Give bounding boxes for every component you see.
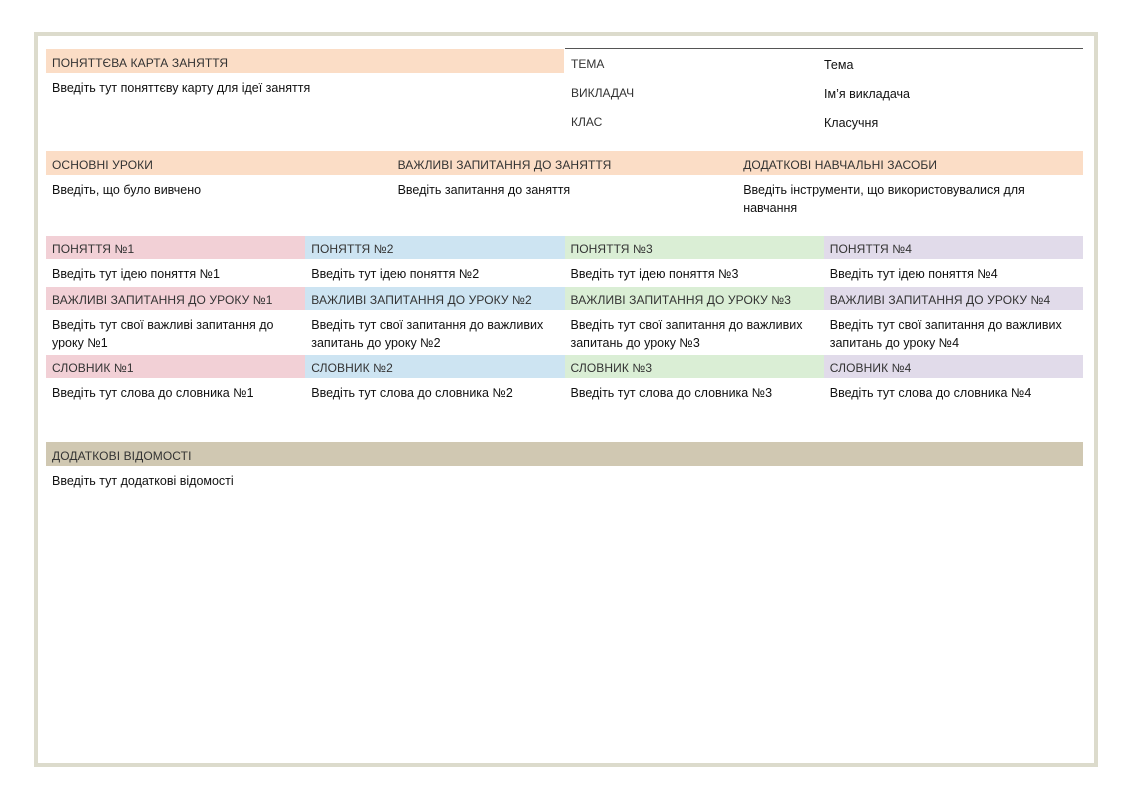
lesson-questions-title: ВАЖЛИВІ ЗАПИТАННЯ ДО УРОКУ №3 bbox=[565, 287, 824, 310]
concept-column-1 bbox=[46, 236, 305, 406]
lesson-questions-body[interactable]: Введіть тут свої запитання до важливих запитань до уроку №4 bbox=[829, 318, 1062, 350]
concepts-grid bbox=[46, 236, 1083, 406]
class-label: КЛАС bbox=[571, 115, 603, 129]
lesson-questions-title: ВАЖЛИВІ ЗАПИТАННЯ ДО УРОКУ №4 bbox=[824, 287, 1083, 310]
concept-column-3 bbox=[565, 236, 824, 406]
extra-resources-title: ДОДАТКОВІ НАВЧАЛЬНІ ЗАСОБИ bbox=[737, 151, 1083, 175]
additional-info-body[interactable]: Введіть тут додаткові відомості bbox=[52, 474, 234, 488]
extra-resources-column bbox=[737, 151, 1083, 217]
concept-body[interactable]: Введіть тут ідею поняття №3 bbox=[570, 267, 739, 281]
concept-title: ПОНЯТТЯ №1 bbox=[46, 236, 305, 259]
concept-column-2 bbox=[305, 236, 564, 406]
vocabulary-body[interactable]: Введіть тут слова до словника №4 bbox=[829, 386, 1032, 400]
concept-title: ПОНЯТТЯ №2 bbox=[305, 236, 564, 259]
lesson-questions-body[interactable]: Введіть тут свої запитання до важливих запитань до уроку №2 bbox=[311, 318, 544, 350]
concept-column-4 bbox=[824, 236, 1083, 406]
concept-body[interactable]: Введіть тут ідею поняття №1 bbox=[52, 267, 220, 281]
overview-section bbox=[46, 151, 1083, 217]
vocabulary-body[interactable]: Введіть тут слова до словника №2 bbox=[311, 386, 513, 400]
topic-label: ТЕМА bbox=[571, 57, 605, 71]
class-value[interactable]: Класучня bbox=[824, 116, 879, 130]
meta-row-class bbox=[565, 107, 1083, 136]
concept-title: ПОНЯТТЯ №3 bbox=[565, 236, 824, 259]
additional-info-section bbox=[46, 442, 1083, 490]
topic-value[interactable]: Тема bbox=[824, 58, 854, 72]
key-questions-column bbox=[392, 151, 738, 217]
additional-info-title: ДОДАТКОВІ ВІДОМОСТІ bbox=[46, 442, 1083, 466]
lesson-questions-title: ВАЖЛИВІ ЗАПИТАННЯ ДО УРОКУ №1 bbox=[46, 287, 305, 310]
lesson-questions-body[interactable]: Введіть тут свої важливі запитання до уроку №1 bbox=[52, 318, 274, 350]
key-questions-title: ВАЖЛИВІ ЗАПИТАННЯ ДО ЗАНЯТТЯ bbox=[392, 151, 738, 175]
concept-body[interactable]: Введіть тут ідею поняття №4 bbox=[829, 267, 998, 281]
teacher-label: ВИКЛАДАЧ bbox=[571, 86, 635, 100]
vocabulary-title: СЛОВНИК №4 bbox=[824, 355, 1083, 378]
meta-row-topic bbox=[565, 49, 1083, 78]
vocabulary-body[interactable]: Введіть тут слова до словника №1 bbox=[52, 386, 254, 400]
vocabulary-title: СЛОВНИК №2 bbox=[305, 355, 564, 378]
vocabulary-title: СЛОВНИК №1 bbox=[46, 355, 305, 378]
concept-map-title: ПОНЯТТЄВА КАРТА ЗАНЯТТЯ bbox=[46, 49, 564, 73]
concept-map-body[interactable]: Введіть тут поняттєву карту для ідеї заняття bbox=[52, 81, 311, 95]
main-lessons-title: ОСНОВНІ УРОКИ bbox=[46, 151, 392, 175]
lesson-questions-body[interactable]: Введіть тут свої запитання до важливих запитань до уроку №3 bbox=[570, 318, 803, 350]
vocabulary-title: СЛОВНИК №3 bbox=[565, 355, 824, 378]
lesson-questions-title: ВАЖЛИВІ ЗАПИТАННЯ ДО УРОКУ №2 bbox=[305, 287, 564, 310]
main-lessons-column bbox=[46, 151, 392, 217]
extra-resources-body[interactable]: Введіть інструменти, що використовувалися для навчання bbox=[743, 183, 1025, 215]
concept-body[interactable]: Введіть тут ідею поняття №2 bbox=[311, 267, 480, 281]
concept-title: ПОНЯТТЯ №4 bbox=[824, 236, 1083, 259]
meta-row-teacher bbox=[565, 78, 1083, 107]
concept-map-section bbox=[46, 49, 564, 97]
lesson-meta bbox=[565, 48, 1083, 136]
main-lessons-body[interactable]: Введіть, що було вивчено bbox=[52, 183, 202, 197]
teacher-value[interactable]: Ім’я викладача bbox=[824, 87, 910, 101]
vocabulary-body[interactable]: Введіть тут слова до словника №3 bbox=[570, 386, 773, 400]
key-questions-body[interactable]: Введіть запитання до заняття bbox=[397, 183, 571, 197]
